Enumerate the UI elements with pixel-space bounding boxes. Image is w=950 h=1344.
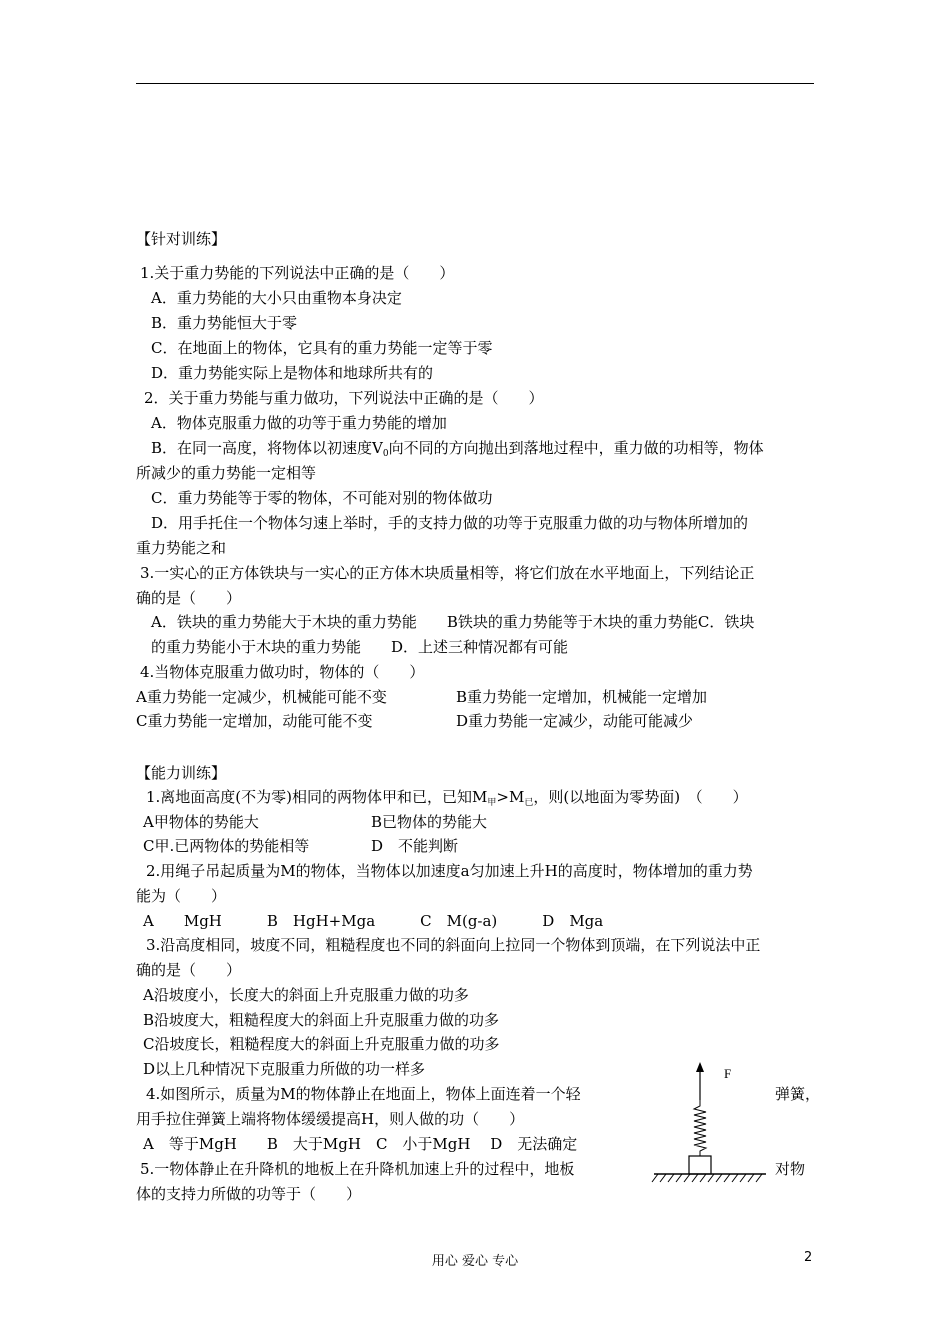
option: A甲物体的势能大 (143, 813, 259, 831)
option: C重力势能一定增加，动能可能不变 (136, 712, 373, 730)
question-stem: 4.如图所示，质量为M的物体静止在地面上，物体上面连着一个轻 (146, 1085, 581, 1103)
option: A沿坡度小，长度大的斜面上升克服重力做的功多 (143, 986, 469, 1004)
question-stem: 2.用绳子吊起质量为M的物体，当物体以加速度a匀加速上升H的高度时，物体增加的重力势 (146, 862, 753, 880)
question-stem-continuation: 能为（ ） (136, 887, 227, 905)
option: 的重力势能小于木块的重力势能 D．上述三种情况都有可能 (151, 638, 569, 656)
question-stem: 3.沿高度相同，坡度不同，粗糙程度也不同的斜面向上拉同一个物体到顶端，在下列说法中正 (146, 936, 761, 954)
question-stem-continuation: 体的支持力所做的功等于（ ） (136, 1185, 362, 1203)
page-number: 2 (804, 1250, 813, 1265)
option: D．重力势能实际上是物体和地球所共有的 (151, 364, 434, 382)
options-row: A 等于MgH B 大于MgH C 小于MgH D 无法确定 (143, 1135, 578, 1153)
block (689, 1156, 711, 1174)
option-continuation: 重力势能之和 (136, 539, 227, 557)
option: C甲.已两物体的势能相等 (143, 837, 310, 855)
option: A．铁块的重力势能大于木块的重力势能 B铁块的重力势能等于木块的重力势能C．铁块 (151, 613, 755, 631)
force-arrow-head (696, 1062, 704, 1072)
option: A．物体克服重力做的功等于重力势能的增加 (151, 414, 447, 432)
spring (694, 1100, 706, 1156)
question-stem: 4.当物体克服重力做功时，物体的（ ） (140, 663, 425, 681)
option: C沿坡度长，粗糙程度大的斜面上升克服重力做的功多 (143, 1035, 500, 1053)
question-stem: 1.离地面高度(不为零)相同的两物体甲和已，已知$M_甲>M_已$，则(以地面为零势面) （ ） (146, 788, 748, 808)
option: B沿坡度大，粗糙程度大的斜面上升克服重力做的功多 (143, 1011, 500, 1029)
option: B．重力势能恒大于零 (151, 314, 298, 332)
header-rule (136, 83, 814, 84)
option: B．在同一高度，将物体以初速度$V_0$向不同的方向抛出到落地过程中，重力做的功相等，物体 (151, 439, 764, 459)
option: B重力势能一定增加，机械能一定增加 (456, 688, 708, 706)
ground-hatching (652, 1174, 762, 1182)
question-stem-continuation: 确的是（ ） (136, 961, 242, 979)
question-stem-continuation: 用手拉住弹簧上端将物体缓缓提高H，则人做的功（ ） (136, 1110, 525, 1128)
question-stem-continuation: 确的是（ ） (136, 589, 242, 607)
question-stem-right-fragment: 对物 (775, 1160, 806, 1178)
option: B已物体的势能大 (371, 813, 488, 831)
question-stem: 3.一实心的正方体铁块与一实心的正方体木块质量相等，将它们放在水平地面上，下列结论正 (140, 564, 755, 582)
option: A．重力势能的大小只由重物本身决定 (151, 289, 402, 307)
question-stem-right-fragment: 弹簧， (775, 1085, 821, 1103)
page-footer: 用心 爱心 专心 (431, 1254, 519, 1269)
question-stem: 1.关于重力势能的下列说法中正确的是（ ） (140, 264, 455, 282)
options-row: A MgH B HgH+Mga C M(g-a) D Mga (143, 912, 604, 930)
question-stem: 5.一物体静止在升降机的地板上在升降机加速上升的过程中，地板 (140, 1160, 575, 1178)
option: D．用手托住一个物体匀速上举时，手的支持力做的功等于克服重力做的功与物体所增加的 (151, 514, 749, 532)
spring-block-figure (650, 1060, 770, 1190)
option: C．重力势能等于零的物体，不可能对别的物体做功 (151, 489, 493, 507)
section-heading: 【能力训练】 (136, 764, 227, 782)
option: C．在地面上的物体，它具有的重力势能一定等于零 (151, 339, 493, 357)
force-label: F (724, 1066, 732, 1081)
option: D 不能判断 (371, 837, 459, 855)
option-continuation: 所减少的重力势能一定相等 (136, 464, 317, 482)
section-heading: 【针对训练】 (136, 230, 227, 248)
question-stem: 2．关于重力势能与重力做功，下列说法中正确的是（ ） (144, 389, 544, 407)
option: D重力势能一定减少，动能可能减少 (456, 712, 694, 730)
option: A重力势能一定减少，机械能可能不变 (136, 688, 387, 706)
option: D以上几种情况下克服重力所做的功一样多 (143, 1060, 426, 1078)
